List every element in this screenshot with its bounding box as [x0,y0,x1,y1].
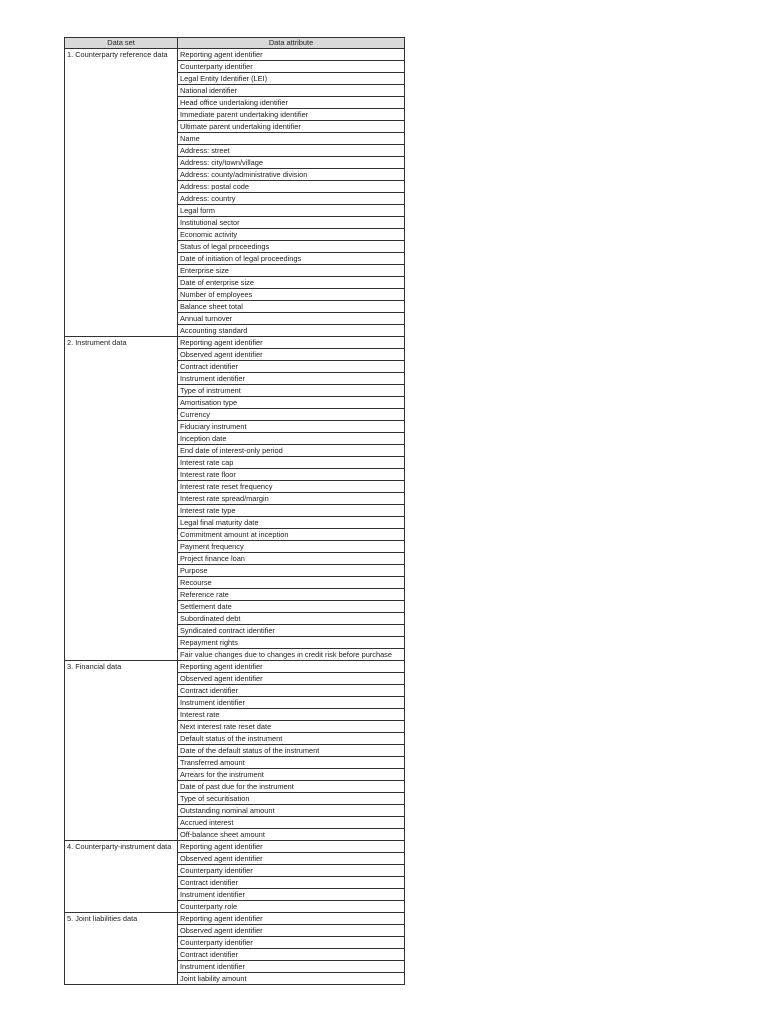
data-attribute-cell: Contract identifier [178,949,405,961]
data-attribute-cell: Accounting standard [178,325,405,337]
data-attribute-cell: Contract identifier [178,685,405,697]
data-attribute-cell: Accrued interest [178,817,405,829]
data-attribute-cell: Interest rate spread/margin [178,493,405,505]
data-attribute-cell: Transferred amount [178,757,405,769]
data-attribute-cell: Reporting agent identifier [178,49,405,61]
data-attribute-cell: Type of instrument [178,385,405,397]
data-attribute-cell: Next interest rate reset date [178,721,405,733]
data-attribute-cell: Instrument identifier [178,889,405,901]
data-attribute-cell: Status of legal proceedings [178,241,405,253]
data-attribute-cell: Date of initiation of legal proceedings [178,253,405,265]
data-attribute-cell: Ultimate parent undertaking identifier [178,121,405,133]
data-attribute-cell: Institutional sector [178,217,405,229]
data-attribute-cell: Reporting agent identifier [178,913,405,925]
table-row [65,49,405,61]
data-attribute-cell: Address: postal code [178,181,405,193]
data-attribute-cell: Date of enterprise size [178,277,405,289]
header-data-set: Data set [65,38,178,49]
data-attribute-cell: Inception date [178,433,405,445]
table-row [65,913,405,925]
data-attribute-cell: Reporting agent identifier [178,841,405,853]
data-attribute-cell: Interest rate type [178,505,405,517]
data-attribute-cell: Commitment amount at inception [178,529,405,541]
data-attribute-cell: Observed agent identifier [178,925,405,937]
data-attribute-cell: National identifier [178,85,405,97]
data-set-cell: 2. Instrument data [65,337,178,661]
data-attribute-cell: Fiduciary instrument [178,421,405,433]
data-attribute-cell: Interest rate floor [178,469,405,481]
table-row [65,661,405,673]
data-set-cell: 4. Counterparty-instrument data [65,841,178,913]
data-attribute-cell: Date of past due for the instrument [178,781,405,793]
data-attribute-cell: Observed agent identifier [178,673,405,685]
data-attribute-cell: Counterparty identifier [178,61,405,73]
data-attribute-cell: Observed agent identifier [178,349,405,361]
data-attribute-cell: Currency [178,409,405,421]
data-attribute-cell: Instrument identifier [178,961,405,973]
data-attribute-cell: Interest rate cap [178,457,405,469]
data-attribute-cell: Instrument identifier [178,697,405,709]
data-attribute-cell: Default status of the instrument [178,733,405,745]
data-attribute-cell: Enterprise size [178,265,405,277]
data-attribute-cell: Counterparty identifier [178,865,405,877]
data-attribute-cell: Type of securitisation [178,793,405,805]
data-attribute-cell: Observed agent identifier [178,853,405,865]
data-attribute-cell: Head office undertaking identifier [178,97,405,109]
data-attribute-cell: Fair value changes due to changes in credit risk before purchase [178,649,405,661]
data-attribute-cell: Interest rate reset frequency [178,481,405,493]
data-attribute-cell: Address: city/town/village [178,157,405,169]
table-row [65,337,405,349]
data-attribute-cell: Reference rate [178,589,405,601]
table-body [65,49,405,985]
data-attribute-cell: Project finance loan [178,553,405,565]
data-attribute-cell: Annual turnover [178,313,405,325]
data-attribute-cell: Purpose [178,565,405,577]
data-attribute-cell: Recourse [178,577,405,589]
data-attribute-table [64,37,405,985]
data-attribute-cell: Payment frequency [178,541,405,553]
data-attribute-cell: Address: country [178,193,405,205]
data-attribute-cell: Reporting agent identifier [178,337,405,349]
data-attribute-cell: Legal form [178,205,405,217]
data-set-cell: 3. Financial data [65,661,178,841]
data-attribute-cell: Date of the default status of the instrument [178,745,405,757]
data-set-cell: 5. Joint liabilities data [65,913,178,985]
data-attribute-cell: Arrears for the instrument [178,769,405,781]
data-attribute-cell: Address: street [178,145,405,157]
data-attribute-cell: Contract identifier [178,877,405,889]
data-attribute-cell: Interest rate [178,709,405,721]
data-attribute-cell: Repayment rights [178,637,405,649]
data-attribute-cell: Contract identifier [178,361,405,373]
data-attribute-cell: Legal final maturity date [178,517,405,529]
data-set-cell: 1. Counterparty reference data [65,49,178,337]
table-row [65,841,405,853]
data-attribute-cell: Economic activity [178,229,405,241]
data-attribute-cell: Instrument identifier [178,373,405,385]
data-attribute-cell: Outstanding nominal amount [178,805,405,817]
data-attribute-cell: Reporting agent identifier [178,661,405,673]
data-attribute-cell: Subordinated debt [178,613,405,625]
header-data-attribute: Data attribute [178,38,405,49]
data-attribute-cell: Settlement date [178,601,405,613]
data-attribute-cell: Address: county/administrative division [178,169,405,181]
data-attribute-cell: Off-balance sheet amount [178,829,405,841]
data-attribute-cell: Legal Entity Identifier (LEI) [178,73,405,85]
data-attribute-cell: End date of interest-only period [178,445,405,457]
data-attribute-cell: Syndicated contract identifier [178,625,405,637]
data-attribute-cell: Balance sheet total [178,301,405,313]
data-attribute-cell: Amortisation type [178,397,405,409]
data-attribute-cell: Name [178,133,405,145]
header-row [65,38,405,49]
data-attribute-cell: Immediate parent undertaking identifier [178,109,405,121]
data-attribute-cell: Number of employees [178,289,405,301]
data-attribute-cell: Counterparty identifier [178,937,405,949]
data-attribute-cell: Counterparty role [178,901,405,913]
data-attribute-cell: Joint liability amount [178,973,405,985]
